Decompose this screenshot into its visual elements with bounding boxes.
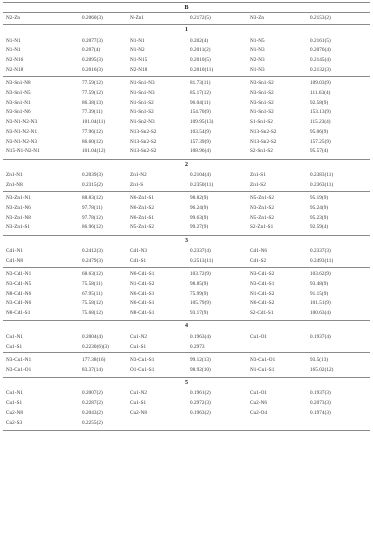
bond-value: 157.39(9) — [190, 138, 211, 145]
bond-value: 77.96(12) — [82, 128, 103, 135]
bond-value: 92.58(9) — [310, 99, 329, 106]
bond-value: 157.25(9) — [310, 138, 331, 145]
bond-value: 68.63(12) — [82, 271, 103, 277]
bond-label: N1-N1 — [6, 37, 21, 44]
bond-label: Cd1-N1 — [6, 248, 24, 254]
bond-label: N3-Sn1-N6 — [6, 109, 31, 116]
table-row — [0, 342, 373, 352]
bond-value: 95.24(9) — [310, 204, 329, 211]
bond-value: 165.02(12) — [310, 366, 334, 373]
bond-value: 0.1937(4) — [310, 333, 331, 340]
section-label: 5 — [185, 379, 188, 386]
bond-label: N3-Zn — [250, 15, 265, 21]
bond-value: 115.23(4) — [310, 119, 331, 125]
bond-value: 96.24(9) — [190, 204, 209, 211]
bond-label: N3-Sn1-N1 — [6, 99, 31, 106]
table-row — [0, 65, 373, 75]
bond-label: N1-Sn1-S2 — [130, 99, 154, 106]
bond-value: 109.03(9) — [310, 80, 331, 86]
bond-value: 0.2073(3) — [310, 400, 331, 406]
bond-label: Cu1-S1 — [130, 400, 147, 406]
bond-label: N3-Cd1-N1 — [6, 271, 32, 277]
rule-line — [3, 191, 370, 192]
table-row — [0, 117, 373, 127]
bond-value: 93.17(9) — [190, 310, 209, 316]
table-row — [0, 256, 373, 266]
bond-value: 99.27(9) — [190, 224, 209, 231]
bond-label: N2-N18 — [6, 66, 24, 73]
bond-label: Cd1-S1 — [130, 257, 147, 264]
bond-value: 103.54(9) — [190, 128, 211, 135]
bond-label: N1-Cd1-S2 — [130, 280, 155, 287]
bond-value: 0.207(4) — [82, 47, 101, 54]
bond-value: 0.2153(2) — [310, 15, 331, 21]
bond-label: N6-Cd1-S1 — [130, 300, 155, 307]
bond-value: 0.2493(11) — [310, 257, 334, 264]
bond-label: N2-N3 — [250, 57, 265, 63]
bond-value: 0.2383(11) — [310, 172, 334, 178]
bond-label: Cu2-S3 — [6, 419, 23, 426]
bond-value: 0.2363(11) — [310, 181, 334, 188]
table-row — [0, 180, 373, 190]
bond-label: N6-Zn1-S1 — [130, 214, 155, 221]
table-row — [0, 222, 373, 232]
bond-label: N1-N3 — [250, 47, 265, 54]
bond-value: 96.04(11) — [190, 99, 211, 106]
table-row — [0, 146, 373, 156]
table-row — [0, 127, 373, 137]
bond-value: 0.2287(2) — [82, 400, 103, 406]
bond-label: N1-Sn1-N3 — [130, 89, 155, 96]
bond-value: 81.73(11) — [190, 80, 211, 86]
bond-value: 0.2095(3) — [82, 57, 103, 63]
bond-value: 77.59(12) — [82, 89, 103, 96]
bond-label: N2-N16 — [6, 57, 24, 63]
bond-value: 0.1961(2) — [190, 390, 211, 397]
bond-label: S2-Cd1-S1 — [250, 310, 274, 316]
bond-label: N3-Cd1-S2 — [250, 271, 275, 277]
section-label: 2 — [185, 161, 188, 168]
bond-label: N3-Sn1-S2 — [250, 89, 274, 96]
bond-value: 0.2145(4) — [310, 57, 331, 63]
bond-value: 100.63(4) — [310, 310, 331, 316]
bond-value: 0.1974(3) — [310, 409, 331, 416]
bond-label: Cu2-N8 — [130, 409, 148, 416]
bond-value: 101.04(11) — [82, 119, 106, 125]
bond-label: N1-Sn1-S2 — [250, 109, 274, 116]
bond-value: 108.96(4) — [190, 148, 211, 155]
bond-label: Zn1-S2 — [250, 181, 266, 188]
section-label: 1 — [185, 27, 188, 33]
bond-value: 0.2412(3) — [82, 248, 103, 254]
bond-value: 95.57(4) — [310, 148, 329, 155]
bond-label: Cu1-O1 — [250, 390, 268, 397]
bond-label: N6-Cd1-S1 — [130, 290, 155, 297]
bond-value: 0.2004(4) — [82, 333, 103, 340]
bond-value: 0.2043(2) — [82, 409, 103, 416]
bond-value: 77.59(12) — [82, 80, 103, 86]
bond-label: N13-Sn2-S2 — [130, 138, 157, 145]
bond-value: 0.2350(11) — [190, 181, 214, 188]
bond-label: N1-N1 — [130, 37, 145, 44]
bond-label: Cu1-S1 — [6, 400, 23, 406]
table-row — [0, 418, 373, 428]
bond-label: N3-N1-N2-N3 — [6, 119, 38, 125]
table-row — [0, 13, 373, 23]
bond-value: 93.5(13) — [310, 356, 329, 363]
bond-label: Cu1-N2 — [130, 390, 148, 397]
section-label: 3 — [185, 237, 188, 244]
bond-label: N3-Sn1-S2 — [250, 80, 274, 86]
bond-value: 86.38(13) — [82, 99, 103, 106]
bond-value: 0.202(4) — [190, 37, 209, 44]
table-row — [0, 107, 373, 117]
bond-value: 0.2972(3) — [190, 400, 211, 406]
bond-label: N1-N15 — [130, 57, 148, 63]
bond-value: 0.2010(5) — [190, 57, 211, 63]
section-label: 4 — [185, 323, 188, 330]
table-row — [0, 170, 373, 180]
table-row — [0, 308, 373, 318]
bond-label: N1-N5 — [250, 37, 265, 44]
bond-label: Cu1-N1 — [6, 333, 24, 340]
bond-value: 99.63(9) — [190, 214, 209, 221]
bond-value: 98.82(9) — [190, 195, 209, 201]
bond-label: N3-Cd1-N6 — [6, 300, 32, 307]
bond-label: Zn1-S1 — [250, 172, 266, 178]
bond-label: N1-Sn2-N3 — [130, 119, 155, 125]
bond-label: N6-Cd1-S2 — [250, 300, 275, 307]
bond-label: N1-N2 — [130, 47, 145, 54]
bond-value: 0.2060(3) — [82, 15, 103, 21]
bond-label: N3-Cu1-O1 — [250, 356, 276, 363]
bond-label: N1-Sn1-N3 — [130, 80, 155, 86]
bond-label: S2-Zn1-S1 — [250, 224, 274, 231]
bond-value: 85.17(12) — [190, 89, 211, 96]
bond-value: 0.2337(4) — [190, 248, 211, 254]
bond-label: N3-N1-N2-N1 — [6, 128, 38, 135]
table-row — [0, 365, 373, 375]
bond-value: 0.2076(4) — [310, 47, 331, 54]
bond-value: 103.62(9) — [310, 271, 331, 277]
bond-label: Cu2-N8 — [6, 409, 24, 416]
bond-value: 0.2007(2) — [82, 390, 103, 397]
bond-label: N5-Zn1-S2 — [250, 195, 275, 201]
bond-label: N13-Sn2-S2 — [250, 128, 277, 135]
table-row — [0, 408, 373, 418]
bond-value: 101.04(12) — [82, 148, 106, 155]
bond-value: 0.2973 — [190, 343, 205, 350]
bond-label: N6-Zn1-S2 — [130, 204, 155, 211]
bond-value: 99.12(13) — [190, 356, 211, 363]
rule-line — [3, 352, 370, 353]
bond-label: N3-Sn1-N8 — [6, 80, 31, 86]
table-row — [0, 137, 373, 147]
bond-value: 0.1963(4) — [190, 333, 211, 340]
table-row — [0, 388, 373, 398]
bond-label: N-Zn1 — [130, 15, 145, 21]
bond-label: N1-N3 — [250, 66, 265, 73]
bond-value: 86.60(12) — [82, 138, 103, 145]
bond-label: N13-Sn2-S2 — [130, 148, 157, 155]
bond-label: Cd1-S2 — [250, 257, 267, 264]
bond-value: 0.1937(3) — [310, 390, 331, 397]
table-row — [0, 246, 373, 256]
table-row — [0, 203, 373, 213]
bond-label: Cu1-S1 — [130, 343, 147, 350]
bond-label: Zn1-N8 — [6, 181, 23, 188]
bond-label: N1-Cd1-S2 — [250, 290, 275, 297]
bond-label: N3-Sn1-N5 — [6, 89, 31, 96]
table-row — [0, 98, 373, 108]
table-row — [0, 398, 373, 408]
table-row — [0, 269, 373, 279]
bond-value: 0.2010(11) — [190, 66, 214, 73]
bond-value: 92.59(4) — [310, 224, 329, 231]
bond-value: 75.68(12) — [82, 310, 103, 316]
bond-value: 103.72(9) — [190, 271, 211, 277]
table-row — [0, 289, 373, 299]
bond-label: N5-Zn1-S2 — [250, 214, 275, 221]
bond-label: N1-Cu1-S1 — [250, 366, 275, 373]
bond-label: N3-Zn1-N1 — [6, 195, 31, 201]
bond-label: N3-Sn1-S2 — [250, 99, 274, 106]
bond-label: Cu1-S1 — [6, 343, 23, 350]
bond-label: N3-Zn1-N6 — [6, 204, 31, 211]
bond-label: Cu2-O4 — [250, 409, 268, 416]
bond-label: N13-Sn2-S2 — [250, 138, 277, 145]
bond-value: 0.2039(3) — [82, 172, 103, 178]
bond-value: 88.83(12) — [82, 195, 103, 201]
bond-value: 0.2172(5) — [190, 15, 211, 21]
bond-value: 154.70(9) — [190, 109, 211, 116]
bond-value: 86.96(12) — [82, 224, 103, 231]
bond-label: Cu1-O1 — [250, 333, 268, 340]
bond-value: 0.2337(3) — [310, 248, 331, 254]
rule-line — [3, 76, 370, 77]
bond-value: 95.23(9) — [310, 214, 329, 221]
bond-label: Zn1-S — [130, 181, 144, 188]
bond-label: Zn1-N1 — [6, 172, 23, 178]
rule-line — [3, 267, 370, 268]
bond-label: S1-Sn1-S2 — [250, 119, 273, 125]
bond-value: 0.2161(5) — [310, 37, 331, 44]
table-row — [0, 36, 373, 46]
bond-value: 105.79(9) — [190, 300, 211, 307]
bond-value: 0.2479(3) — [82, 257, 103, 264]
bond-label: N3-Cd1-N5 — [6, 280, 32, 287]
bond-value: 97.78(11) — [82, 204, 103, 211]
bond-value: 98.92(10) — [190, 366, 211, 373]
table-row — [0, 279, 373, 289]
bond-label: Cd1-N6 — [250, 248, 268, 254]
bond-label: S2-Sn1-S2 — [250, 148, 273, 155]
bond-label: N8-Cd1-S1 — [130, 310, 155, 316]
bond-value: 93.48(9) — [310, 280, 329, 287]
bond-value: 75.58(12) — [82, 300, 103, 307]
table-row — [0, 55, 373, 65]
bond-label: N3-N1-N2-N3 — [6, 138, 38, 145]
table-row — [0, 298, 373, 308]
table-row — [0, 45, 373, 55]
bond-label: N15-N1-N2-N1 — [6, 148, 40, 155]
bond-value: 67.95(11) — [82, 290, 103, 297]
table-row — [0, 193, 373, 203]
bond-value: 0.2315(2) — [82, 181, 103, 188]
bond-label: Cd1-N3 — [130, 248, 148, 254]
bond-label: N3-Zn1-N8 — [6, 214, 31, 221]
bond-label: O1-Cu1-S1 — [130, 366, 155, 373]
bond-label: Zn1-N2 — [130, 172, 147, 178]
bond-label: Cd1-N8 — [6, 257, 24, 264]
bond-value: 95.19(9) — [310, 195, 329, 201]
bond-label: N8-Cd1-N6 — [6, 290, 32, 297]
bond-value: 91.15(9) — [310, 290, 329, 297]
bond-value: 153.13(9) — [310, 109, 331, 116]
bond-label: N3-Cu1-N1 — [6, 356, 32, 363]
bond-label: N3-Cu1-S1 — [130, 356, 155, 363]
bond-label: N5-Zn1-S2 — [130, 224, 155, 231]
bond-label: N6-Cd1-S1 — [130, 271, 155, 277]
bond-value: 77.39(11) — [82, 109, 103, 116]
bond-label: N6-Zn1-S1 — [130, 195, 155, 201]
bond-value: 101.51(9) — [310, 300, 331, 307]
bond-value: 98.85(9) — [190, 280, 209, 287]
bond-value: 83.37(14) — [82, 366, 103, 373]
rule-line — [3, 430, 370, 431]
table-row — [0, 355, 373, 365]
bond-label: N2-Zn — [6, 15, 21, 21]
bond-value: 75.58(11) — [82, 280, 103, 287]
bond-value: 0.2011(2) — [190, 47, 211, 54]
bond-label: Cu1-N1 — [6, 390, 24, 397]
table-row — [0, 332, 373, 342]
bond-label: N8-Cd1-S1 — [6, 310, 31, 316]
bond-value: 111.63(4) — [310, 89, 331, 96]
bond-value: 97.78(12) — [82, 214, 103, 221]
table-row — [0, 78, 373, 88]
bond-value: 0.2132(3) — [310, 66, 331, 73]
bond-label: N13-Sn2-S2 — [130, 128, 157, 135]
bond-label: N2-N18 — [130, 66, 148, 73]
bond-label: N3-Zn1-S2 — [250, 204, 275, 211]
bond-value: 0.2513(11) — [190, 257, 214, 264]
bond-value: 109.95(13) — [190, 119, 214, 125]
bond-value: 0.2230(6)(3) — [82, 343, 109, 350]
section-label: B — [184, 5, 189, 11]
table-row — [0, 213, 373, 223]
bond-value: 0.1963(2) — [190, 409, 211, 416]
table-row — [0, 88, 373, 98]
bond-label: N3-Zn1-S1 — [6, 224, 31, 231]
bond-label: Cu1-N2 — [130, 333, 148, 340]
bond-label: N1-Sn1-S2 — [130, 109, 154, 116]
bond-label: N3-Cu1-O1 — [6, 366, 32, 373]
bond-value: 177.38(16) — [82, 356, 106, 363]
bond-label: N1-N1 — [6, 47, 21, 54]
bond-value: 0.2104(4) — [190, 172, 211, 178]
bond-value: 0.2016(3) — [82, 66, 103, 73]
bond-value: 0.2077(3) — [82, 37, 103, 44]
bond-value: 0.2255(2) — [82, 419, 103, 426]
bond-value: 75.99(9) — [190, 290, 209, 297]
bond-value: 95.06(9) — [310, 128, 329, 135]
bond-label: N3-Cd1-S1 — [250, 280, 275, 287]
bond-label: Cu2-N6 — [250, 400, 268, 406]
